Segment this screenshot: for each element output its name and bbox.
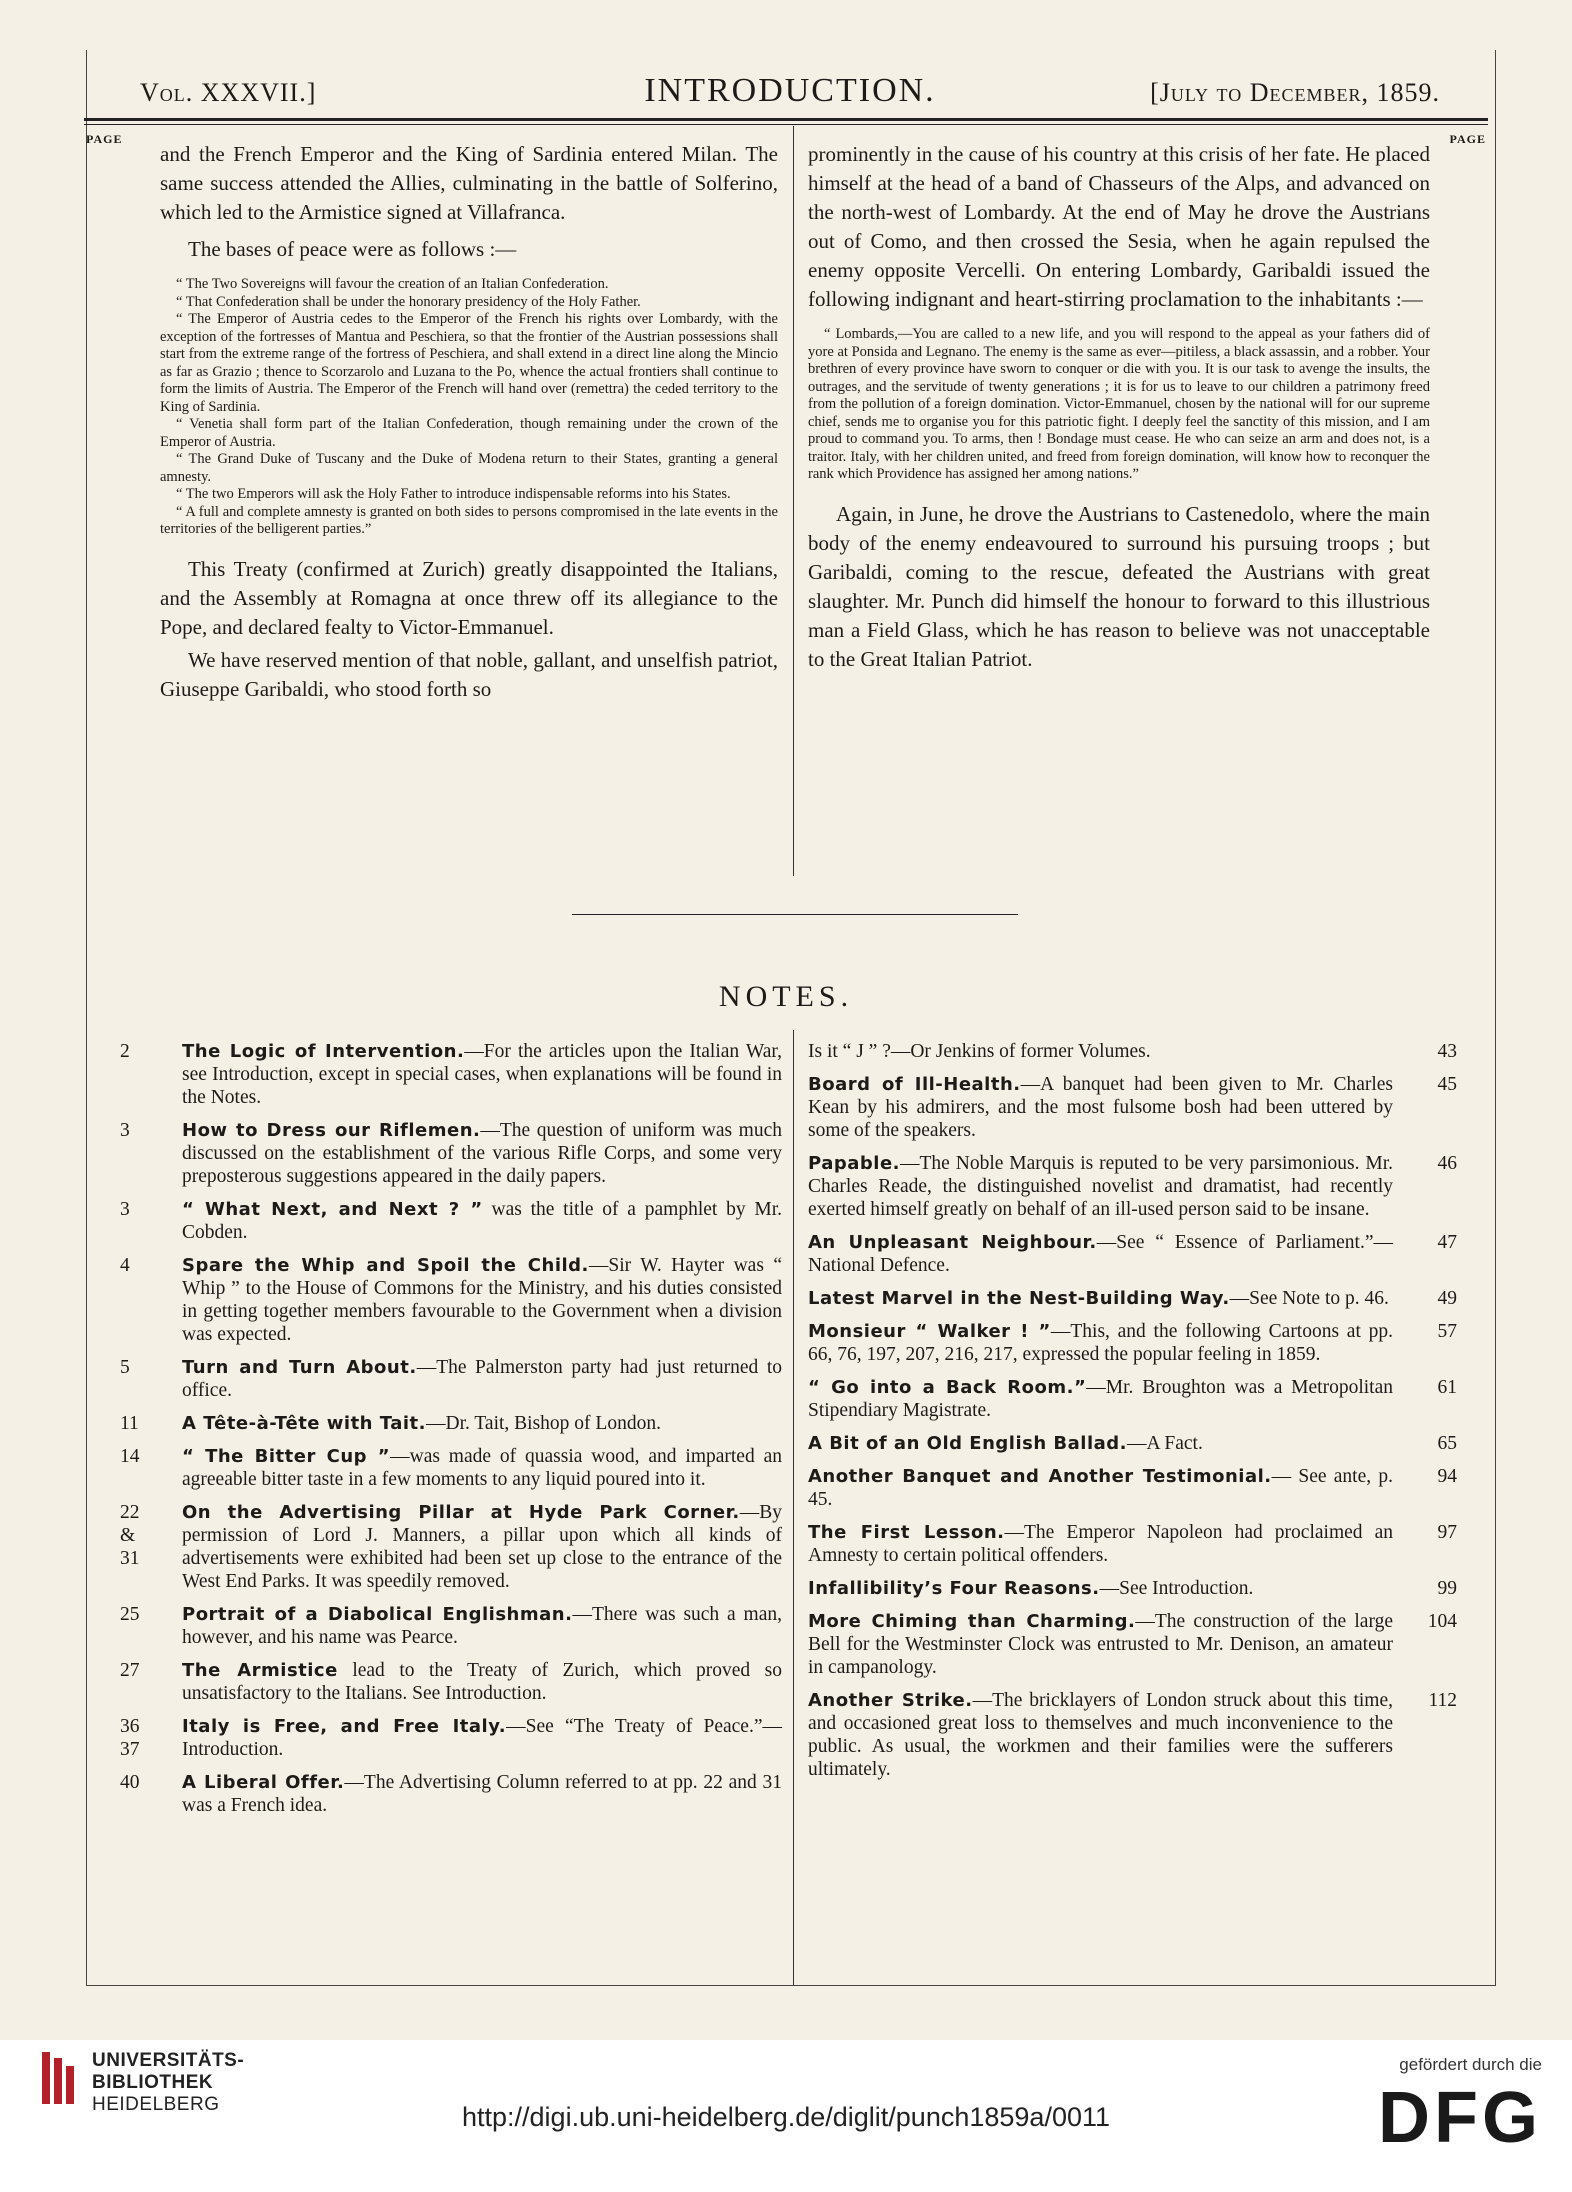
note-entry [110, 1040, 782, 1109]
intro-left-paragraph-1: and the French Emperor and the King of Sardinia entered Milan. The same success attended the Allies, culminating in the battle of Solferino, which led to the Armistice signed at Villafranca. [160, 142, 778, 224]
notes-heading: NOTES. [718, 980, 854, 1013]
note-heading: Infallibility’s Four Reasons. [808, 1578, 1100, 1599]
quote-line: “ Lombards,—You are called to a new life, and you will respond to the appeal as your fathers did of yore at Ponsida and Legnano. The enemy is the same as ever—pitiless, a black assassin, and a robber. Your brethren of every province have sworn to conquer or die with you. It is our task to avenge the insults, the outrages, and the servitude of twenty generations ; it is for us to leave to our children a patrimony freed from the pollution of a foreign domination. Victor-Emmanuel, chosen by the national will for our supreme chief, sends me to organise you for this patriotic fight. I deeply feel the sanctity of this mission, and I am proud to command you. To arms, then ! Bondage must cease. He who can seize an arm and does not, is a traitor. Italy, with her children united, and freed from foreign domination, will know how to reconquer the rank which Providence has assigned her among nations.” [808, 326, 1430, 482]
note-heading: Another Banquet and Another Testimonial. [808, 1466, 1272, 1487]
note-heading: How to Dress our Riflemen. [182, 1120, 481, 1141]
notes-right-column [808, 1040, 1463, 1791]
quote-line: “ A full and complete amnesty is granted on both sides to persons compromised in the late events in the territories of the belligerent parties.” [160, 503, 778, 537]
note-text: lead to the Treaty of Zurich, which proved so unsatisfactory to the Italians. See Introduction. [182, 1660, 782, 1704]
note-entry [808, 1040, 1463, 1063]
library-name-line: HEIDELBERG [92, 2094, 220, 2115]
note-text: —A Fact. [1126, 1433, 1203, 1454]
note-heading: Portrait of a Diabolical Englishman. [182, 1604, 573, 1625]
intro-left-paragraph-3: This Treaty (confirmed at Zurich) greatly disappointed the Italians, and the Assembly at Romagna at once threw off its allegiance to the Pope, and declared fealty to Victor-Emmanuel. [160, 556, 778, 639]
note-page-number: 49 [1437, 1288, 1457, 1309]
note-text: —The Advertising Column referred to at pp. 22 and 31 was a French idea. [182, 1772, 782, 1816]
note-text: —The Emperor Napoleon had proclaimed an Amnesty to certain political offenders. [808, 1522, 1393, 1566]
notes-left-column [110, 1040, 782, 1827]
note-entry [808, 1432, 1463, 1455]
note-entry [110, 1659, 782, 1705]
intro-left-column [160, 140, 778, 704]
note-text: —This, and the following Cartoons at pp. 66, 76, 197, 207, 216, 217, expressed the popular feeling in 1859. [808, 1321, 1393, 1365]
note-text: —Dr. Tait, Bishop of London. [425, 1413, 661, 1434]
note-text: —For the articles upon the Italian War, see Introduction, except in special cases, when explanations will be found in the Notes. [182, 1041, 782, 1108]
note-heading: Turn and Turn About. [182, 1357, 417, 1378]
note-text: —A banquet had been given to Mr. Charles Kean by his admirers, and the most fulsome bosh had been uttered by some of the speakers. [808, 1074, 1394, 1141]
note-entry [110, 1412, 782, 1435]
note-heading: Papable. [808, 1153, 900, 1174]
note-heading: “ What Next, and Next ? ” [182, 1199, 483, 1220]
note-text: was the title of a pamphlet by Mr. Cobden. [182, 1199, 782, 1243]
header-rule [84, 118, 1488, 121]
note-text: Is it “ J ” ?—Or Jenkins of former Volumes. [808, 1041, 1151, 1062]
note-heading: More Chiming than Charming. [808, 1611, 1136, 1632]
intro-left-paragraph-2: The bases of peace were as follows :— [188, 237, 517, 261]
column-divider-notes [793, 1030, 794, 1985]
note-entry [110, 1198, 782, 1244]
note-entry [110, 1356, 782, 1402]
note-page-number: 46 [1437, 1153, 1457, 1174]
quote-line: “ The Emperor of Austria cedes to the Emperor of the French his rights over Lombardy, with the exception of the fortresses of Mantua and Peschiera, so that the frontier of the Austrian possessions shall start from the extreme range of the fortress of Peschiera, and shall extend in a direct line along the Mincio as far as Grazio ; thence to Scorzarolo and Luzana to the Po, whence the actual frontiers shall continue to form the limits of Austria. The Emperor of the French will hand over (remettra) the ceded territory to the King of Sardinia. [160, 311, 778, 415]
note-page-number: 40 [120, 1772, 140, 1793]
running-header [120, 72, 1460, 112]
note-heading: Latest Marvel in the Nest-Building Way. [808, 1288, 1230, 1309]
note-text: —The question of uniform was much discussed on the establishment of the various Rifle Corps, and some very preposterous suggestions appeared in the daily papers. [182, 1120, 782, 1187]
note-page-number: 104 [1427, 1611, 1457, 1632]
intro-right-column [808, 140, 1430, 674]
note-text: —By permission of Lord J. Manners, a pillar upon which all kinds of advertisements were exhibited had been set up close to the entrance of the West End Parks. It was speedily removed. [182, 1502, 782, 1592]
note-page-number: 47 [1437, 1232, 1457, 1253]
dfg-logo: DFG [1378, 2078, 1542, 2158]
note-entry [110, 1119, 782, 1188]
note-page-number: 94 [1437, 1466, 1457, 1487]
note-entry [808, 1689, 1463, 1781]
note-heading: “ Go into a Back Room.” [808, 1377, 1087, 1398]
permalink-url[interactable]: http://digi.ub.uni-heidelberg.de/diglit/punch1859a/0011 [462, 2102, 1110, 2132]
note-page-number: 5 [120, 1357, 130, 1378]
quote-line: “ Venetia shall form part of the Italian Confederation, though remaining under the crown of the Emperor of Austria. [160, 416, 778, 450]
note-page-number: 4 [120, 1255, 130, 1276]
note-text: —The Noble Marquis is reputed to be very parsimonious. Mr. Charles Reade, the distinguished novelist and dramatist, had recently exerted himself greatly on behalf of an ill-used person said to be insane. [808, 1153, 1393, 1220]
note-page-number: 3 [120, 1199, 130, 1220]
note-page-number: 2 [120, 1041, 130, 1062]
quote-line: “ That Confederation shall be under the honorary presidency of the Holy Father. [176, 293, 641, 310]
note-text: —The construction of the large Bell for the Westminster Clock was entrusted to Mr. Denison, an amateur in campanology. [808, 1611, 1393, 1678]
note-text: —There was such a man, however, and his name was Pearce. [182, 1604, 782, 1648]
quote-line: “ The two Emperors will ask the Holy Father to introduce indispensable reforms into his States. [176, 486, 731, 502]
note-page-number: 61 [1437, 1377, 1457, 1398]
note-page-number: 97 [1437, 1522, 1457, 1543]
note-entry [110, 1715, 782, 1761]
page-border-bottom [86, 1985, 1496, 1986]
header-rule-thin [84, 124, 1488, 125]
library-name-line: UNIVERSITÄTS- [92, 2050, 245, 2071]
note-entry [110, 1501, 782, 1593]
note-heading: Board of Ill-Health. [808, 1074, 1021, 1095]
note-heading: Another Strike. [808, 1690, 973, 1711]
proclamation-quote [808, 326, 1430, 484]
quote-line: “ The Two Sovereigns will favour the creation of an Italian Confederation. [176, 276, 609, 292]
note-entry [808, 1521, 1463, 1567]
note-heading: The Logic of Intervention. [182, 1041, 465, 1062]
peace-terms-quote [160, 276, 778, 539]
column-divider-intro [793, 126, 794, 876]
note-entry [110, 1603, 782, 1649]
note-text: —was made of quassia wood, and imparted an agreeable bitter taste in a few moments to any liquid poured into it. [182, 1446, 782, 1490]
page-title: INTRODUCTION. [644, 72, 936, 109]
note-entry [808, 1152, 1463, 1221]
note-text: —The bricklayers of London struck about this time, and occasioned great loss to themselves and much inconvenience to the public. As usual, the workmen and their families were the sufferers ultimately. [808, 1690, 1393, 1780]
date-range: [July to December, 1859. [1150, 78, 1440, 107]
note-entry [110, 1445, 782, 1491]
note-entry [110, 1771, 782, 1817]
note-text: —The Palmerston party had just returned to office. [182, 1357, 782, 1401]
page-label-left: PAGE [86, 132, 123, 146]
library-name-line: BIBLIOTHEK [92, 2072, 214, 2093]
note-heading: A Liberal Offer. [182, 1772, 345, 1793]
intro-left-paragraph-4: We have reserved mention of that noble, gallant, and unselfish patriot, Giuseppe Garibaldi, who stood forth so [160, 647, 778, 701]
quote-line: “ The Grand Duke of Tuscany and the Duke of Modena return to their States, granting a general amnesty. [160, 451, 778, 485]
note-text: —See Note to p. 46. [1229, 1288, 1389, 1309]
note-heading: The Armistice [182, 1660, 338, 1681]
note-page-number: 99 [1437, 1578, 1457, 1599]
note-page-number: 22 & 31 [120, 1502, 140, 1569]
volume-label: Vol. XXXVII.] [140, 78, 317, 107]
page-border-left [86, 50, 87, 1985]
note-text: — See ante, p. 45. [808, 1466, 1393, 1510]
note-entry [808, 1465, 1463, 1511]
note-heading: A Bit of an Old English Ballad. [808, 1433, 1127, 1454]
note-page-number: 112 [1428, 1690, 1457, 1711]
note-entry [808, 1073, 1463, 1142]
note-heading: Italy is Free, and Free Italy. [182, 1716, 507, 1737]
note-heading: On the Advertising Pillar at Hyde Park Corner. [182, 1502, 740, 1523]
note-page-number: 45 [1437, 1074, 1457, 1095]
note-entry [808, 1320, 1463, 1366]
note-text: —Sir W. Hayter was “ Whip ” to the House of Commons for the Ministry, and his duties consisted in getting together members favourable to the Government when a division was expected. [182, 1255, 782, 1345]
page-border-right [1495, 50, 1496, 1985]
section-separator [572, 914, 1018, 915]
note-heading: “ The Bitter Cup ” [182, 1446, 391, 1467]
note-text: —See Introduction. [1099, 1578, 1254, 1599]
note-page-number: 65 [1437, 1433, 1457, 1454]
intro-right-paragraph-1: prominently in the cause of his country at this crisis of her fate. He placed himself at the head of a band of Chasseurs of the Alps, and advanced on the north-west of Lombardy. At the end of May he drove the Austrians out of Como, and then crossed the Sesia, when he again repulsed the enemy opposite Vercelli. On entering Lombardy, Garibaldi issued the following indignant and heart-stirring proclamation to the inhabitants :— [808, 142, 1430, 311]
note-page-number: 27 [120, 1660, 140, 1681]
note-heading: Spare the Whip and Spoil the Child. [182, 1255, 589, 1276]
note-heading: A Tête-à-Tête with Tait. [182, 1413, 426, 1434]
intro-right-paragraph-2: Again, in June, he drove the Austrians to Castenedolo, where the main body of the enemy endeavoured to surround his pursuing troops ; but Garibaldi, coming to the rescue, defeated the Austrians with great slaughter. Mr. Punch did himself the honour to forward to this illustrious man a Field Glass, which he has reason to believe was not unacceptable to the Great Italian Patriot. [808, 501, 1430, 671]
note-entry [808, 1231, 1463, 1277]
university-library-logo-icon [40, 2048, 80, 2108]
note-page-number: 25 [120, 1604, 140, 1625]
note-entry [808, 1610, 1463, 1679]
note-heading: The First Lesson. [808, 1522, 1005, 1543]
note-text: —See “The Treaty of Peace.”—Introduction. [182, 1716, 782, 1760]
note-text: —Mr. Broughton was a Metropolitan Stipendiary Magistrate. [808, 1377, 1393, 1421]
note-text: —See “ Essence of Parliament.”—National Defence. [808, 1232, 1393, 1276]
note-page-number: 36 37 [120, 1716, 140, 1760]
note-entry [808, 1287, 1463, 1310]
note-entry [110, 1254, 782, 1346]
note-page-number: 57 [1437, 1321, 1457, 1342]
note-page-number: 14 [120, 1446, 140, 1467]
note-entry [808, 1577, 1463, 1600]
note-heading: Monsieur “ Walker ! ” [808, 1321, 1051, 1342]
funding-note: gefördert durch die [1399, 2055, 1542, 2074]
note-page-number: 11 [120, 1413, 139, 1434]
note-page-number: 3 [120, 1120, 130, 1141]
note-heading: An Unpleasant Neighbour. [808, 1232, 1097, 1253]
page-label-right: PAGE [1449, 132, 1486, 146]
note-entry [808, 1376, 1463, 1422]
note-page-number: 43 [1437, 1041, 1457, 1062]
